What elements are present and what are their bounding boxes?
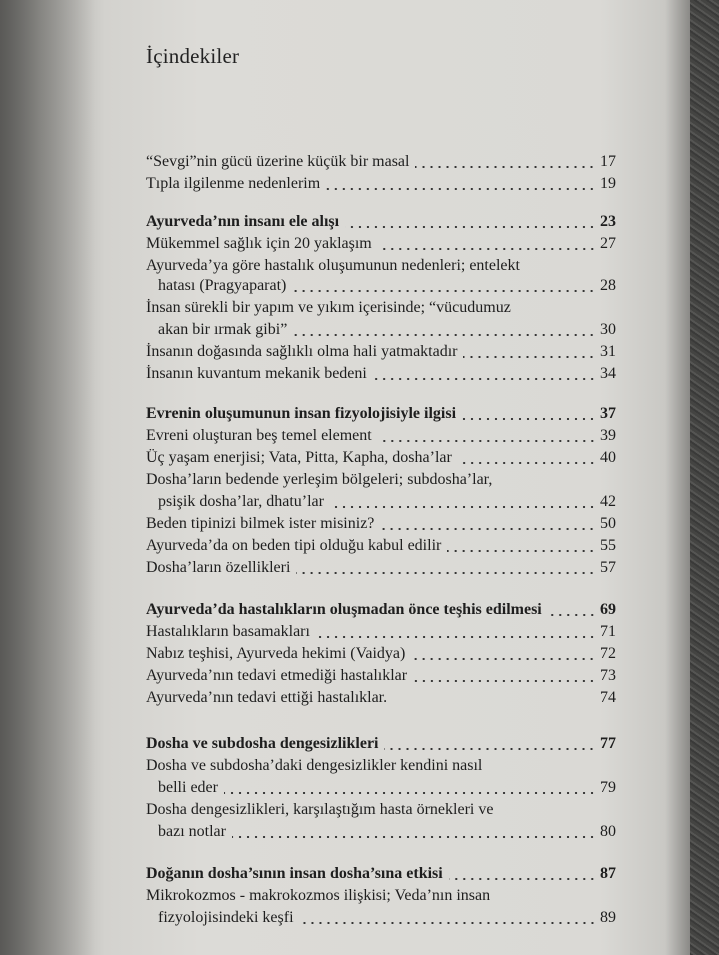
toc-page-number: 74 [600, 689, 616, 706]
toc-page-number: 80 [600, 823, 616, 840]
toc-page-number: 42 [600, 493, 616, 510]
toc-entry-text: Ayurveda’ya göre hastalık oluşumunun nedenleri; entelekt [146, 257, 520, 274]
toc-entry-text: İnsan sürekli bir yapım ve yıkım içerisinde; “vücudumuz [146, 299, 511, 316]
toc-page-number: 55 [600, 537, 616, 554]
toc-leader-dots [384, 748, 596, 750]
toc-page-number: 37 [600, 405, 616, 422]
toc-entry [146, 444, 616, 468]
toc-entry [146, 422, 616, 446]
toc-leader-dots [292, 290, 596, 292]
toc-entry-continuation [158, 774, 616, 798]
toc-entry [146, 640, 616, 664]
toc-leader-dots [326, 188, 596, 190]
toc-entry-text: İnsanın doğasında sağlıklı olma hali yatmaktadır [146, 343, 458, 360]
toc-entry-text: fizyolojisindeki keşfi [158, 909, 294, 926]
toc-leader-dots [415, 166, 596, 168]
toc-page-number: 39 [600, 427, 616, 444]
toc-leader-dots [411, 658, 596, 660]
toc-entry [146, 532, 616, 556]
toc-leader-dots [458, 462, 596, 464]
toc-entry-text: Beden tipinizi bilmek ister misiniz? [146, 515, 375, 532]
toc-page-number: 19 [600, 175, 616, 192]
toc-entry [146, 230, 616, 254]
toc-page-number: 17 [600, 153, 616, 170]
toc-entry [146, 618, 616, 642]
toc-entry-continuation [158, 316, 616, 340]
toc-page-number: 30 [600, 321, 616, 338]
toc-entry-continuation [158, 904, 616, 928]
toc-leader-dots [330, 506, 596, 508]
toc-entry-text: psişik dosha’lar, dhatu’lar [158, 493, 324, 510]
toc-leader-dots [224, 792, 596, 794]
toc-entry-text: İnsanın kuvantum mekanik bedeni [146, 365, 367, 382]
toc-entry-text: Ayurveda’nın tedavi ettiği hastalıklar. [146, 689, 388, 706]
toc-leader-dots [293, 334, 596, 336]
page-title: İçindekiler [146, 44, 240, 68]
toc-section-heading [146, 208, 616, 232]
toc-leader-dots [373, 378, 596, 380]
toc-leader-dots [462, 418, 596, 420]
toc-page-number: 73 [600, 667, 616, 684]
toc-entry-text: Üç yaşam enerjisi; Vata, Pitta, Kapha, dosha’lar [146, 449, 452, 466]
toc-entry-continuation [158, 488, 616, 512]
toc-entry-continuation [158, 272, 616, 296]
toc-entry-text: Evrenin oluşumunun insan fizyolojisiyle ilgisi [146, 405, 457, 422]
toc-entry-text: Ayurveda’nın insanı ele alışı [146, 213, 340, 230]
toc-leader-dots [413, 680, 596, 682]
toc-entry-text: Ayurveda’da hastalıkların oluşmadan önce teşhis edilmesi [146, 601, 542, 618]
toc-section-heading [146, 596, 616, 620]
toc-entry-text: Dosha’ların bedende yerleşim bölgeleri; subdosha’lar, [146, 471, 493, 488]
toc-leader-dots [296, 572, 596, 574]
toc-entry-text: Nabız teşhisi, Ayurveda hekimi (Vaidya) [146, 645, 406, 662]
toc-entry-text: Hastalıkların basamakları [146, 623, 310, 640]
page-spine-shadow [0, 0, 95, 955]
toc-section-heading [146, 730, 616, 754]
toc-entry [146, 148, 616, 172]
toc-leader-dots [380, 528, 596, 530]
toc-entry [146, 294, 616, 318]
toc-leader-dots [548, 614, 596, 616]
toc-entry-text: Ayurveda’da on beden tipi olduğu kabul edilir [146, 537, 442, 554]
toc-leader-dots [449, 878, 596, 880]
toc-entry-text: Mikrokozmos - makrokozmos ilişkisi; Veda’nın insan [146, 887, 491, 904]
toc-section-heading [146, 860, 616, 884]
toc-entry-text: Dosha ve subdosha’daki dengesizlikler kendini nasıl [146, 757, 483, 774]
toc-entry [146, 752, 616, 776]
toc-entry-text: Tıpla ilgilenme nedenlerim [146, 175, 321, 192]
toc-entry-text: akan bir ırmak gibi” [158, 321, 288, 338]
toc-page-number: 89 [600, 909, 616, 926]
toc-entry-text: Doğanın dosha’sının insan dosha’sına etkisi [146, 865, 443, 882]
toc-entry [146, 684, 616, 708]
toc-leader-dots [378, 440, 596, 442]
toc-leader-dots [378, 248, 596, 250]
toc-page-number: 34 [600, 365, 616, 382]
toc-leader-dots [232, 836, 596, 838]
toc-entry [146, 882, 616, 906]
toc-entry [146, 554, 616, 578]
toc-leader-dots [300, 922, 596, 924]
toc-page-number: 50 [600, 515, 616, 532]
toc-page-number: 57 [600, 559, 616, 576]
toc-page-number: 79 [600, 779, 616, 796]
toc-entry [146, 510, 616, 534]
toc-page-number: 77 [600, 735, 616, 752]
toc-entry-text: “Sevgi”nin gücü üzerine küçük bir masal [146, 153, 410, 170]
toc-page-number: 72 [600, 645, 616, 662]
toc-page-number: 28 [600, 277, 616, 294]
toc-entry-text: Dosha dengesizlikleri, karşılaştığım hasta örnekleri ve [146, 801, 494, 818]
toc-entry-text: Mükemmel sağlık için 20 yaklaşım [146, 235, 372, 252]
toc-page-number: 31 [600, 343, 616, 360]
toc-entry-text: Ayurveda’nın tedavi etmediği hastalıklar [146, 667, 408, 684]
toc-entry-text: hatası (Pragyaparat) [158, 277, 287, 294]
toc-section-heading [146, 400, 616, 424]
toc-entry [146, 170, 616, 194]
toc-page-number: 27 [600, 235, 616, 252]
toc-page-number: 87 [600, 865, 616, 882]
toc-entry-text: belli eder [158, 779, 218, 796]
toc-page-number: 71 [600, 623, 616, 640]
toc-leader-dots [447, 550, 596, 552]
toc-leader-dots [316, 636, 596, 638]
toc-page-number: 69 [600, 601, 616, 618]
toc-page-number: 23 [600, 213, 616, 230]
toc-page-number: 40 [600, 449, 616, 466]
toc-entry [146, 338, 616, 362]
toc-entry [146, 796, 616, 820]
toc-entry [146, 360, 616, 384]
toc-entry-text: bazı notlar [158, 823, 226, 840]
toc-entry-text: Dosha’ların özellikleri [146, 559, 291, 576]
toc-leader-dots [345, 226, 596, 228]
toc-entry [146, 466, 616, 490]
toc-entry-text: Evreni oluşturan beş temel element [146, 427, 372, 444]
toc-entry-text: Dosha ve subdosha dengesizlikleri [146, 735, 379, 752]
toc-leader-dots [463, 356, 596, 358]
background-surface [690, 0, 719, 955]
toc-entry [146, 662, 616, 686]
toc-leader-dots [393, 702, 596, 704]
toc-entry-continuation [158, 818, 616, 842]
